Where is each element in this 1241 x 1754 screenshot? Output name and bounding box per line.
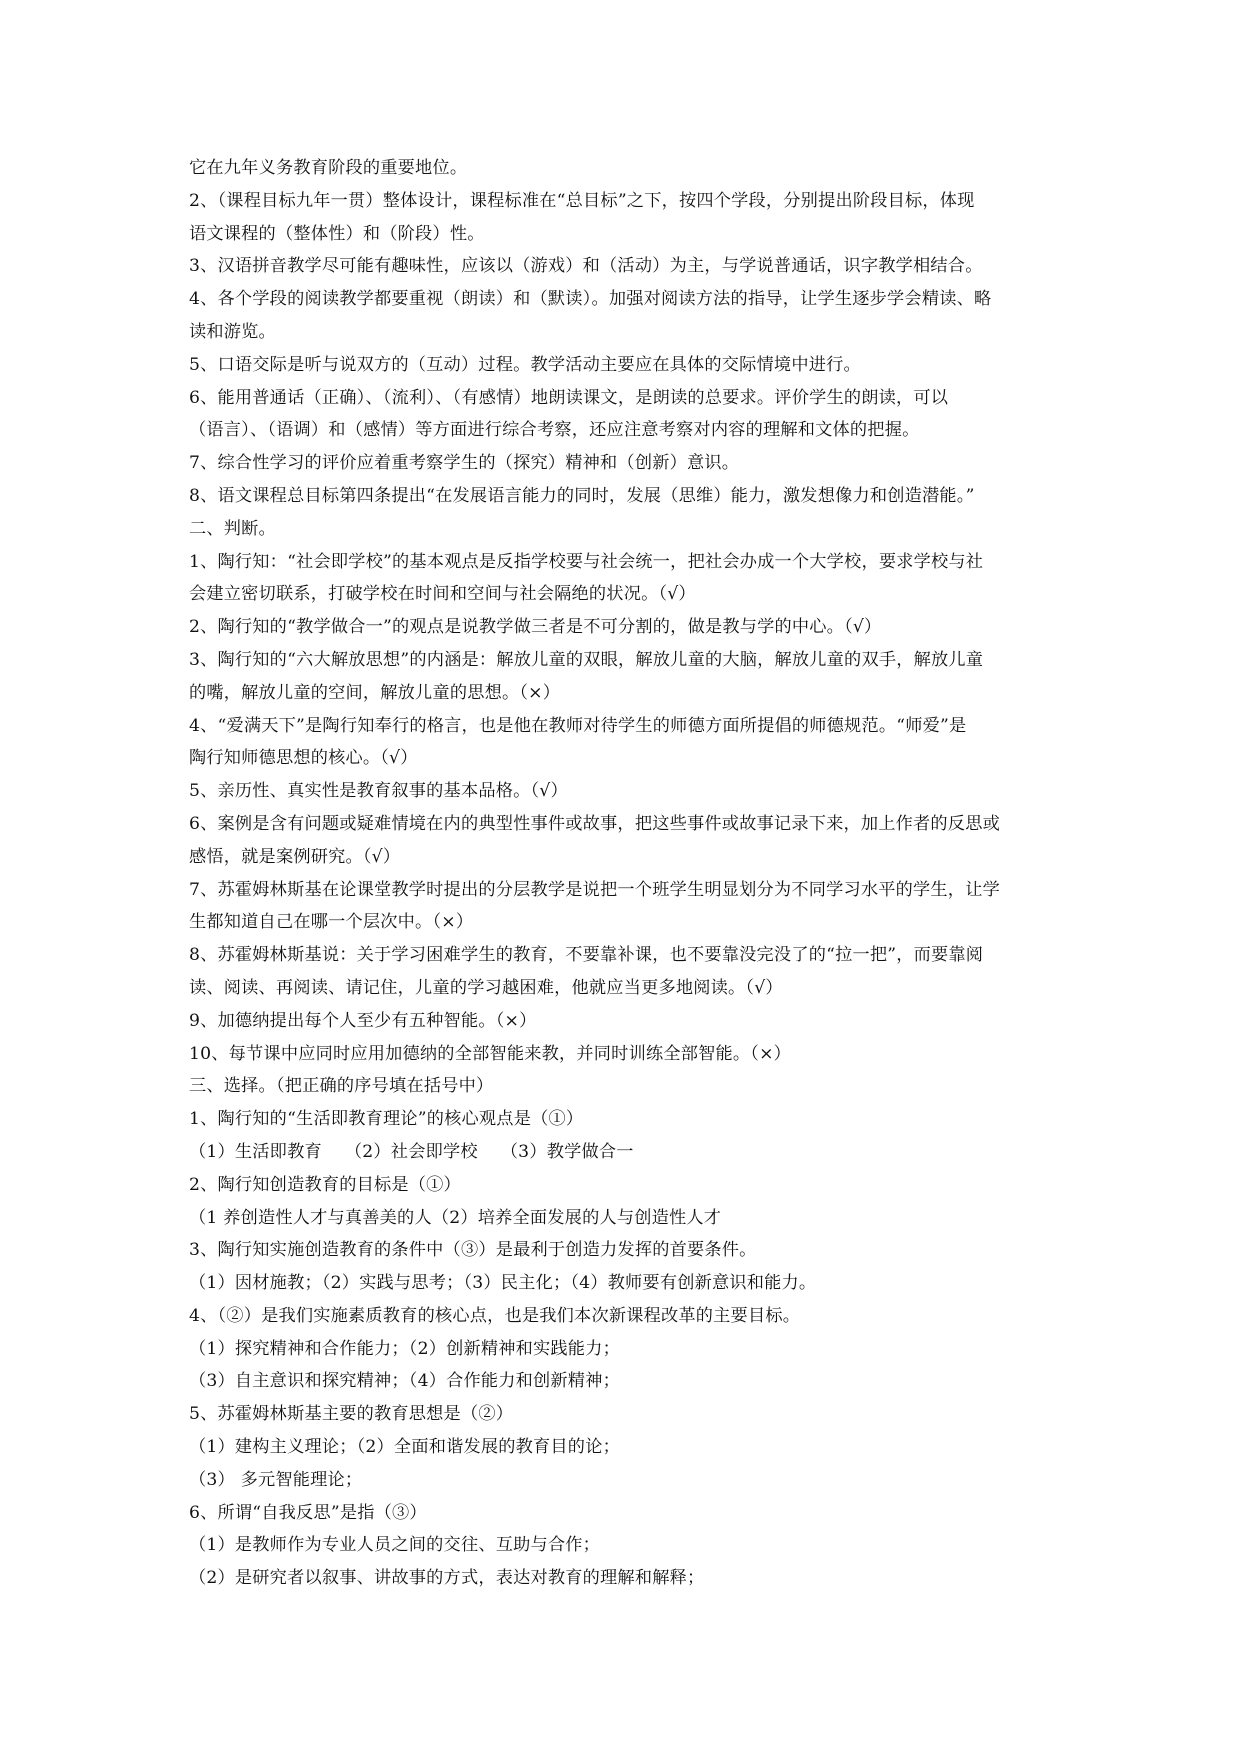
text-line: 5、苏霍姆林斯基主要的教育思想是（②）	[189, 1404, 514, 1425]
text-line: （1）是教师作为专业人员之间的交往、互助与合作；	[189, 1535, 601, 1556]
text-line: 陶行知师德思想的核心。（√）	[189, 748, 418, 769]
section-heading-judgment: 二、判断。	[189, 518, 276, 539]
text-line: 2、陶行知创造教育的目标是（①）	[189, 1174, 461, 1195]
text-line: （1）因材施教；（2）实践与思考；（3）民主化；（4）教师要有创新意识和能力。	[189, 1273, 817, 1294]
text-line: 生都知道自己在哪一个层次中。（×）	[189, 912, 474, 933]
text-line: （2）是研究者以叙事、讲故事的方式，表达对教育的理解和解释；	[189, 1568, 705, 1589]
text-line: 6、所谓“自我反思”是指（③）	[189, 1502, 427, 1523]
text-line: 它在九年义务教育阶段的重要地位。	[189, 158, 468, 178]
text-line: 1、陶行知的“生活即教育理论”的核心观点是（①）	[189, 1109, 584, 1130]
text-line: 2、陶行知的“教学做合一”的观点是说教学做三者是不可分割的，做是教与学的中心。（√）	[189, 617, 882, 638]
text-line: 9、加德纳提出每个人至少有五种智能。（×）	[189, 1010, 537, 1031]
text-line: 3、汉语拼音教学尽可能有趣味性，应该以（游戏）和（活动）为主，与学说普通话，识字教学相结合。	[189, 256, 983, 277]
text-line: 读和游览。	[189, 321, 276, 342]
text-line: （1）探究精神和合作能力；（2）创新精神和实践能力；	[189, 1338, 620, 1359]
text-line: 6、案例是含有问题或疑难情境在内的典型性事件或故事，把这些事件或故事记录下来，加上作者的反思或	[189, 813, 1000, 834]
text-line: （3）自主意识和探究精神；（4）合作能力和创新精神；	[189, 1371, 620, 1392]
text-line: （语言）、（语调）和（感情）等方面进行综合考察，还应注意考察对内容的理解和文体的把握。	[189, 420, 920, 441]
text-line: 会建立密切联系，打破学校在时间和空间与社会隔绝的状况。（√）	[189, 584, 696, 605]
document-text-block	[189, 152, 1056, 1595]
text-line: 语文课程的（整体性）和（阶段）性。	[189, 223, 485, 244]
text-line: 7、苏霍姆林斯基在论课堂教学时提出的分层教学是说把一个班学生明显划分为不同学习水平的学生，让学	[189, 879, 1000, 900]
text-line: 5、亲历性、真实性是教育叙事的基本品格。（√）	[189, 781, 568, 802]
text-line: 的嘴，解放儿童的空间，解放儿童的思想。（×）	[189, 682, 561, 703]
text-line: 2、（课程目标九年一贯）整体设计，课程标准在“总目标”之下，按四个学段，分别提出阶段目标，体现	[189, 190, 975, 211]
text-line: （1）建构主义理论；（2）全面和谐发展的教育目的论；	[189, 1437, 620, 1458]
text-line: （3） 多元智能理论；	[189, 1469, 363, 1490]
text-line: 4、“爱满天下”是陶行知奉行的格言，也是他在教师对待学生的师德方面所提倡的师德规范。“师爱”是	[189, 715, 967, 736]
text-line: 读、阅读、再阅读、请记住，儿童的学习越困难，他就应当更多地阅读。（√）	[189, 977, 783, 998]
text-line: 4、（②）是我们实施素质教育的核心点，也是我们本次新课程改革的主要目标。	[189, 1305, 801, 1326]
text-line: 10、每节课中应同时应用加德纳的全部智能来教，并同时训练全部智能。（×）	[189, 1043, 792, 1064]
text-line: 4、各个学段的阅读教学都要重视（朗读）和（默读）。加强对阅读方法的指导，让学生逐步学会精读、略	[189, 289, 992, 310]
text-line: 1、陶行知：“社会即学校”的基本观点是反指学校要与社会统一，把社会办成一个大学校，要求学校与社	[189, 551, 984, 572]
text-line: 8、苏霍姆林斯基说：关于学习困难学生的教育，不要靠补课，也不要靠没完没了的“拉一把”，而要靠阅	[189, 945, 984, 966]
text-line: （1 养创造性人才与真善美的人（2）培养全面发展的人与创造性人才	[189, 1207, 722, 1228]
text-line: 5、口语交际是听与说双方的（互动）过程。教学活动主要应在具体的交际情境中进行。	[189, 354, 861, 375]
text-line: 3、陶行知实施创造教育的条件中（③）是最利于创造力发挥的首要条件。	[189, 1240, 757, 1261]
text-line: 7、综合性学习的评价应着重考察学生的（探究）精神和（创新）意识。	[189, 453, 740, 474]
text-line: 6、能用普通话（正确）、（流利）、（有感情）地朗读课文，是朗读的总要求。评价学生的朗读，可以	[189, 387, 949, 408]
text-line: 3、陶行知的“六大解放思想”的内涵是：解放儿童的双眼，解放儿童的大脑，解放儿童的双手，解放儿童	[189, 649, 984, 670]
text-line: 感悟，就是案例研究。（√）	[189, 846, 401, 867]
text-line: （1）生活即教育 （2）社会即学校 （3）教学做合一	[189, 1141, 634, 1162]
section-heading-choice: 三、选择。（把正确的序号填在括号中）	[189, 1076, 494, 1097]
text-line: 8、语文课程总目标第四条提出“在发展语言能力的同时，发展（思维）能力，激发想像力和创造潜能。”	[189, 485, 975, 506]
